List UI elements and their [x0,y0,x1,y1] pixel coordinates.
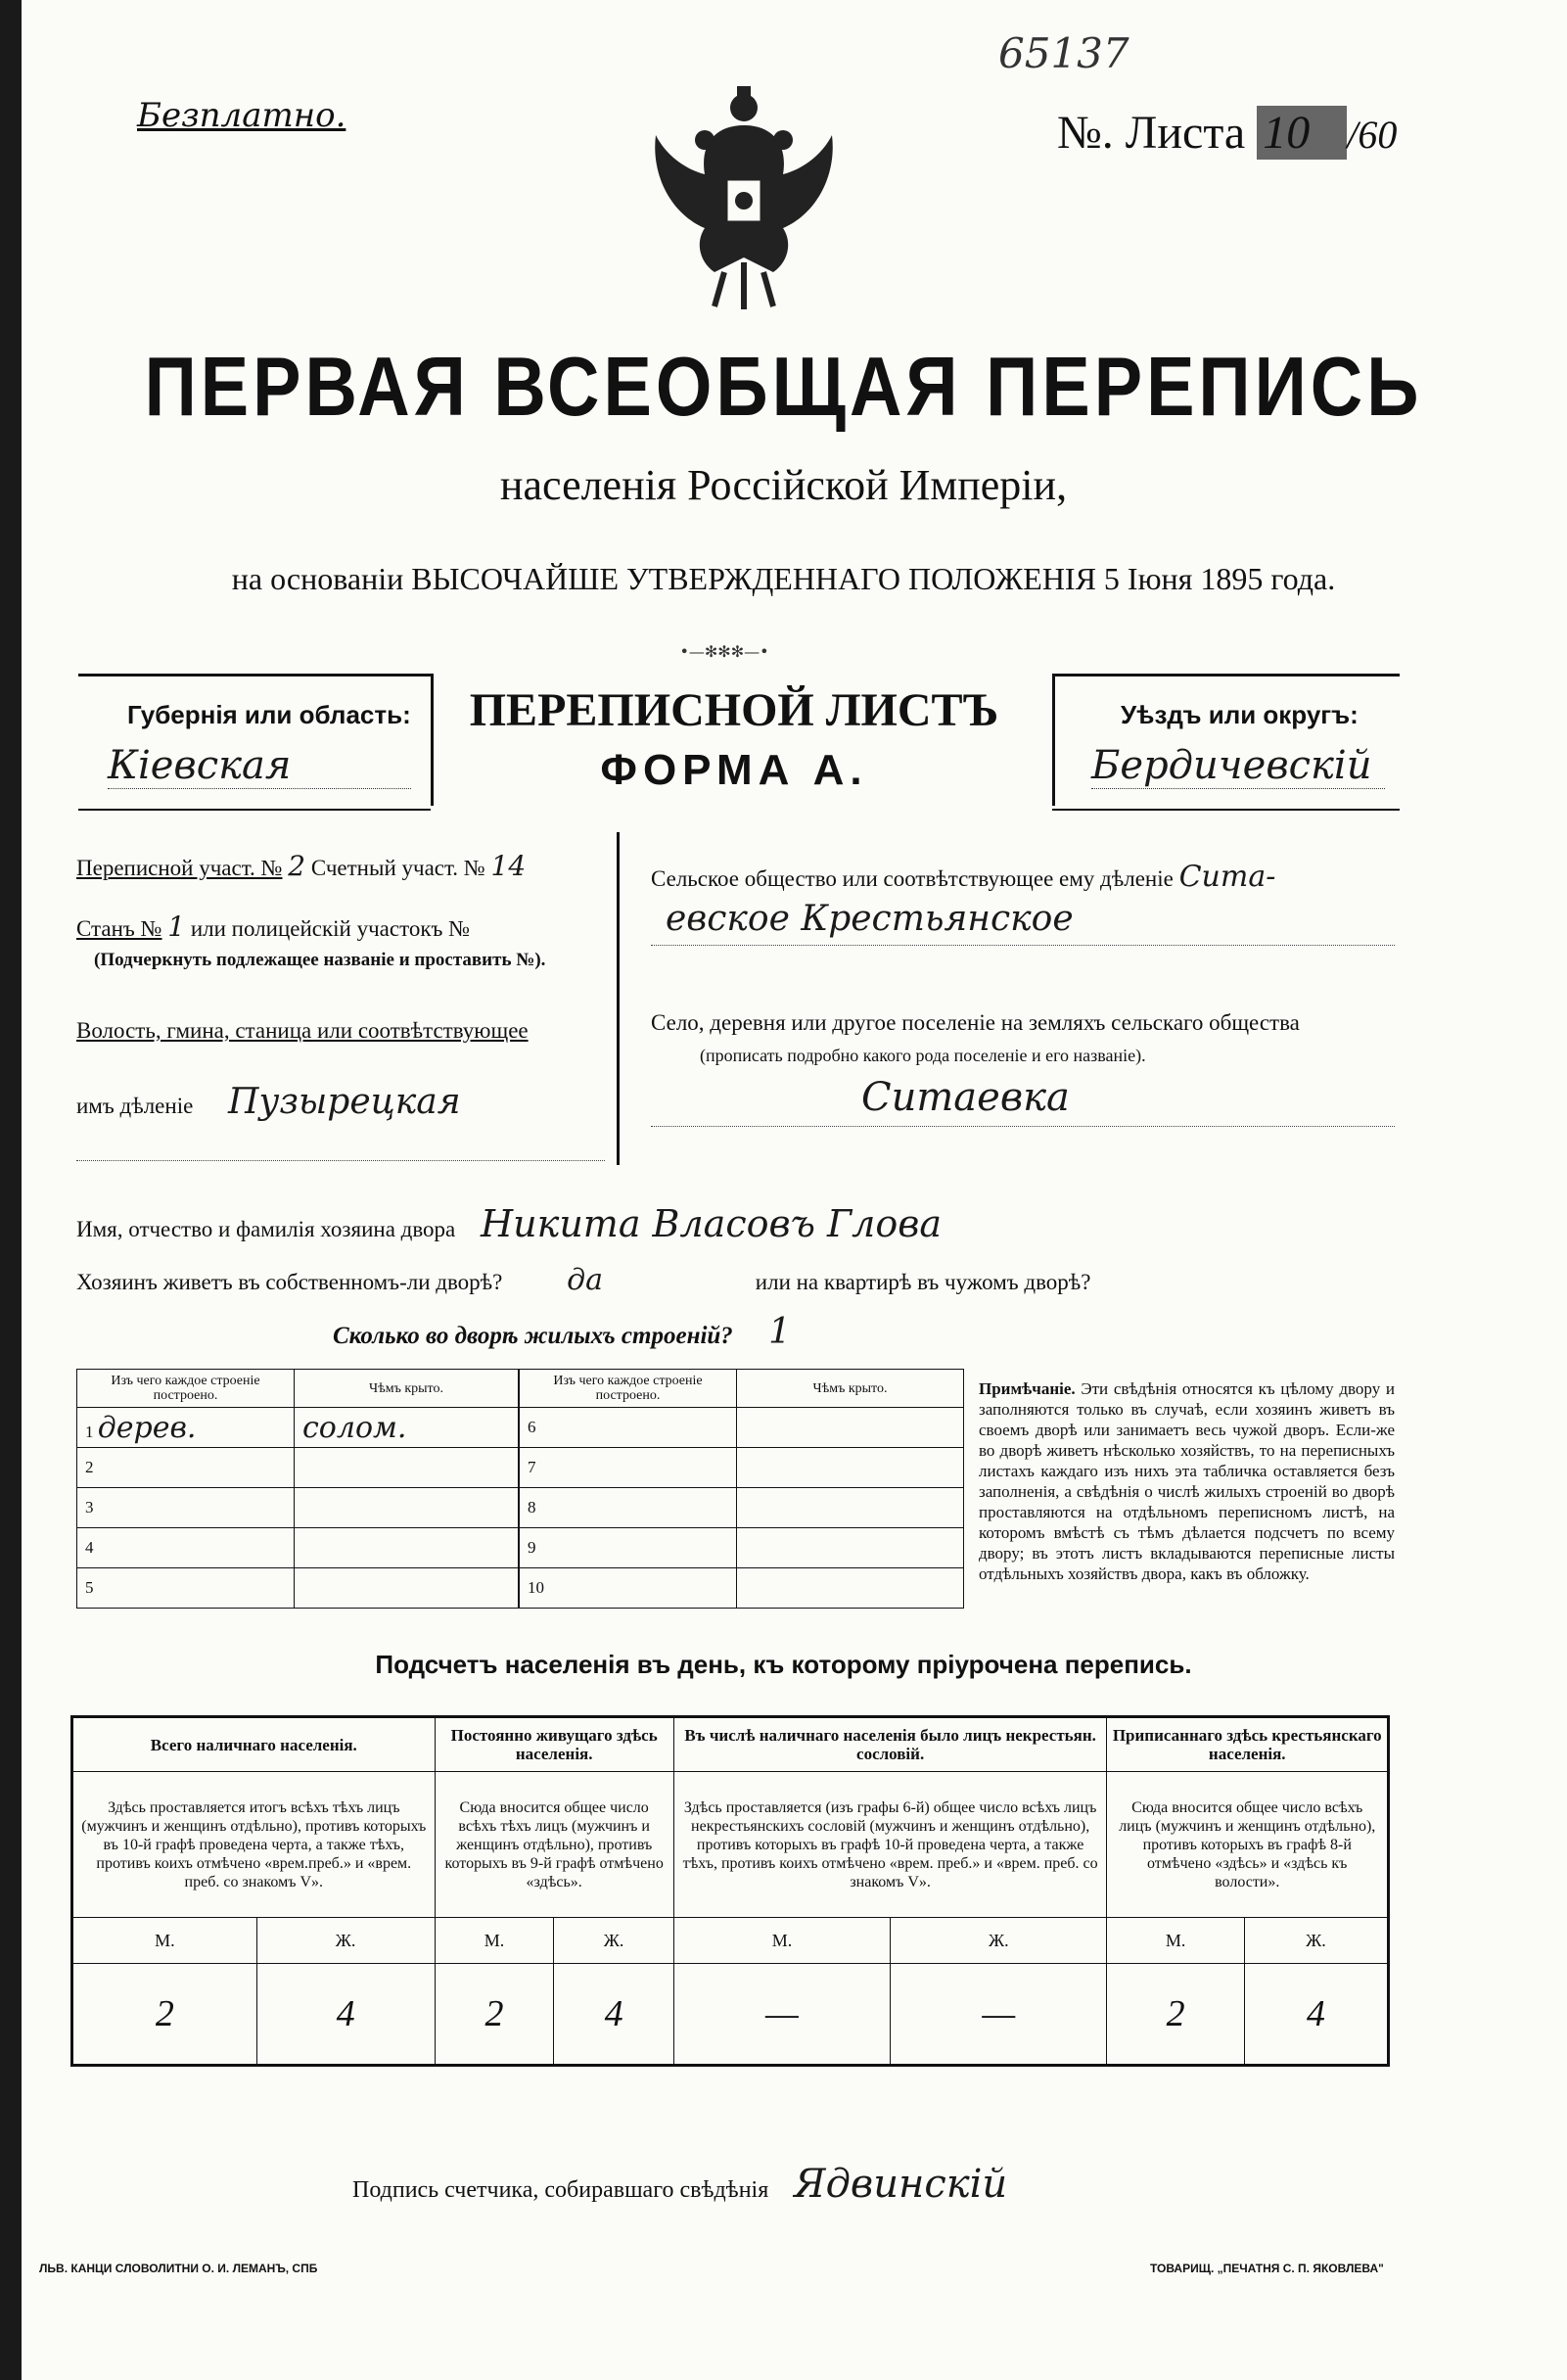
district-label: Уѣздъ или округъ: [1121,700,1359,729]
owner-residence-line [76,1263,1091,1297]
present-male-value: 2 [72,1964,257,2066]
female-header: Ж. [554,1918,673,1964]
village-value: Ситаевка [861,1075,1070,1120]
volost-line [76,1082,461,1122]
double-headed-eagle-crest-icon [646,86,842,311]
permanent-male-value: 2 [435,1964,554,2066]
counting-district-value: 14 [490,850,527,882]
table-row [520,1568,964,1609]
row-number: 5 [77,1568,295,1609]
male-header: М. [435,1918,554,1964]
community-value: Сита- [1178,860,1276,894]
sheet-value: 10 [1257,106,1347,160]
col-head-non-peasant: Въ числѣ наличнаго населенія было лицъ некрестьян. сословій. [673,1717,1107,1772]
peasant-male-value: 2 [1107,1964,1244,2066]
sheet-label: №. Листа [1057,107,1246,159]
district-box [1052,674,1400,811]
count-title: Подсчетъ населенія въ день, къ которому пріурочена перепись. [375,1650,1192,1679]
material-header: Изъ чего каждое строеніе построено. [520,1370,737,1408]
precinct-line [76,910,470,943]
village-label: Село, деревня или другое поселеніе на земляхъ сельскаго общества [651,1010,1300,1035]
table-row [77,1448,519,1488]
row-number: 7 [520,1448,737,1488]
table-row [77,1488,519,1528]
signature-label: Подпись счетчика, собиравшаго свѣдѣнія [352,2177,769,2203]
roof-value: солом. [295,1408,519,1448]
footnote-text: Эти свѣдѣнія относятся къ цѣлому двору и заполняются только въ случаѣ, если хозяинъ живетъ въ своемъ дворѣ или занимаетъ весь чужой дворъ. Если-же во дворѣ живетъ нѣсколько хозяйствъ, то на переписныхъ листахъ каждаго изъ нихъ эта табличка оставляется безъ заполненія, а свѣдѣнія о числѣ жилыхъ строеній во дворѣ проставляются на отдѣльномъ переписномъ листѣ, на которомъ вмѣстѣ съ тѣмъ дѣлается подсчетъ по всему двору; въ этотъ листъ вкладываются переписные листы отдѣльныхъ хозяйствъ двора, какъ въ обложку. [979,1379,1396,1583]
female-header: Ж. [891,1918,1107,1964]
buildings-table-right [519,1369,964,1609]
row-number: 2 [77,1448,295,1488]
buildings-count-line [333,1312,791,1352]
sheet-number [1057,106,1397,160]
blank-line [651,1126,1395,1127]
instruction-note: (Подчеркнуть подлежащее названіе и проставить №). [94,950,546,970]
male-header: М. [72,1918,257,1964]
own-yard-label: Хозяинъ живетъ въ собственномъ-ли дворѣ? [76,1270,503,1294]
permanent-female-value: 4 [554,1964,673,2066]
district-value: Бердичевскій [1091,743,1385,789]
row-number: 9 [520,1528,737,1568]
roof-header: Чѣмъ крыто. [295,1370,519,1408]
census-district-label: Переписной участ. № [76,856,283,880]
present-female-value: 4 [256,1964,435,2066]
peasant-female-value: 4 [1244,1964,1388,2066]
printer-right: ТОВАРИЩ. „ПЕЧАТНЯ С. П. ЯКОВЛЕВА" [1150,2262,1384,2275]
owner-name-line [76,1202,942,1245]
col-desc-peasant: Сюда вносится общее число всѣхъ лицъ (мужчинъ и женщинъ отдѣльно), противъ которыхъ въ графѣ 8-й отмѣчено «здѣсь» и «здѣсь къ волости». [1107,1772,1389,1918]
row-number: 4 [77,1528,295,1568]
table-row [520,1408,964,1448]
row-number: 10 [520,1568,737,1609]
community-value-cont: евское Крестьянское [666,899,1074,939]
col-desc-present: Здѣсь проставляется итогъ всѣхъ тѣхъ лицъ (мужчинъ и женщинъ отдѣльно), противъ которыхъ въ 10-й графѣ проведена черта, а также тѣхъ, противъ коихъ отмѣчено «врем.преб.» и «врем. преб. со знакомъ V». [72,1772,436,1918]
table-row [77,1528,519,1568]
volost-label-text: Волость, гмина, станица или соотвѣтствующее [76,1018,529,1043]
volost-sublabel: имъ дѣленіе [76,1094,194,1118]
free-label: Безплатно. [137,96,346,135]
blank-line [651,945,1395,946]
form-type: ФОРМА А. [600,746,868,794]
non-peasant-male-value: — [673,1964,890,2066]
male-header: М. [1107,1918,1244,1964]
divider [617,832,620,1165]
village-instruction: (прописать подробно какого рода поселеніе и его названіе). [700,1046,1146,1065]
population-count-table [70,1715,1390,2067]
table-row [77,1408,519,1448]
footnote [979,1378,1395,1584]
table-row [520,1528,964,1568]
table-row [520,1448,964,1488]
province-box [78,674,431,811]
archive-number-note: 65137 [998,29,1129,77]
signature-line [352,2162,1007,2207]
sheet-extra: /60 [1347,113,1398,157]
material-header: Изъ чего каждое строеніе построено. [77,1370,295,1408]
col-head-peasant: Приписаннаго здѣсь крестьянскаго населенія. [1107,1717,1389,1772]
precinct-value: 1 [167,910,186,943]
volost-label [76,1018,529,1044]
row-number: 6 [520,1408,737,1448]
non-peasant-female-value: — [891,1964,1107,2066]
own-yard-value: да [567,1263,604,1297]
page-subtitle: населенія Россійской Имперіи, [499,461,1068,509]
owner-name-value: Никита Власовъ Глова [481,1202,943,1245]
page-title: ПЕРВАЯ ВСЕОБЩАЯ ПЕРЕПИСЬ [144,339,1423,434]
table-row [520,1488,964,1528]
census-district-value: 2 [288,850,306,882]
precinct-label: Станъ № [76,916,162,941]
col-head-permanent: Постоянно живущаго здѣсь населенія. [435,1717,673,1772]
ornament-divider: •—✻✻✻—• [679,642,769,661]
col-desc-permanent: Сюда вносится общее число всѣхъ тѣхъ лицъ (мужчинъ и женщинъ отдѣльно), противъ которыхъ въ 9-й графѣ отмѣчено «здѣсь». [435,1772,673,1918]
volost-value: Пузырецкая [228,1082,461,1122]
footnote-head: Примѣчаніе. [979,1379,1076,1398]
buildings-table-left [76,1369,519,1609]
province-value: Кіевская [108,743,411,789]
community-label: Сельское общество или соотвѣтствующее ему дѣленіе [651,866,1174,891]
male-header: М. [673,1918,890,1964]
signature-value: Ядвинскій [794,2162,1008,2207]
legal-basis: на основаніи ВЫСОЧАЙШЕ УТВЕРЖДЕННАГО ПОЛОЖЕНІЯ 5 Іюня 1895 года. [231,561,1336,596]
row-number: 8 [520,1488,737,1528]
police-precinct-label: или полицейскій участокъ № [190,916,471,941]
buildings-count-label: Сколько во дворѣ жилыхъ строеній? [333,1323,733,1349]
row-number: 3 [77,1488,295,1528]
col-head-present: Всего наличнаго населенія. [72,1717,436,1772]
col-desc-non-peasant: Здѣсь проставляется (изъ графы 6-й) общее число всѣхъ лицъ некрестьянскихъ сословій (мужчинъ и женщинъ отдѣльно), противъ которыхъ въ графѣ 10-й проведена черта, а также тѣхъ, противъ коихъ отмѣчено «врем. преб.» и «врем. преб. со знакомъ V». [673,1772,1107,1918]
form-title: ПЕРЕПИСНОЙ ЛИСТЪ [469,684,999,736]
owner-name-label: Имя, отчество и фамилія хозяина двора [76,1217,456,1241]
blank-line [76,1160,605,1161]
material-value: дерев. [97,1410,197,1445]
row-number: 1 [85,1422,94,1441]
community-line [651,860,1275,894]
female-header: Ж. [256,1918,435,1964]
province-label: Губернія или область: [127,700,411,729]
roof-header: Чѣмъ крыто. [737,1370,964,1408]
table-row [77,1568,519,1609]
census-district-line [76,850,526,882]
counting-district-label: Счетный участ. № [310,856,485,880]
buildings-count-value: 1 [768,1312,791,1352]
printer-left: ЛЬВ. КАНЦИ СЛОВОЛИТНИ О. И. ЛЕМАНЪ, СПБ [39,2262,318,2275]
female-header: Ж. [1244,1918,1388,1964]
rented-yard-label: или на квартирѣ въ чужомъ дворѣ? [755,1270,1091,1294]
